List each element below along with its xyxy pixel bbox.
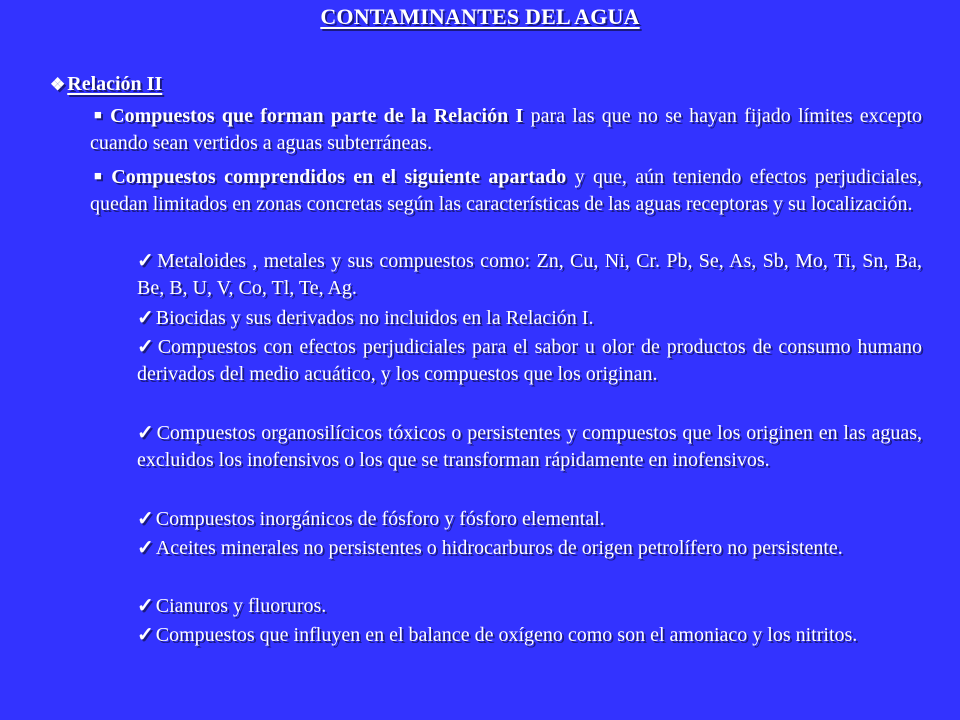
checkmark-icon: ✓ — [137, 508, 154, 530]
list-item — [137, 248, 922, 302]
list-item — [137, 420, 922, 474]
checkmark-icon: ✓ — [137, 336, 156, 358]
point-text: para las que no se hayan fijado límites excepto cuando sean vertidos a aguas subterráneas. — [90, 105, 922, 154]
checkmark-icon: ✓ — [137, 624, 154, 646]
checkmark-icon: ✓ — [137, 250, 156, 272]
diamond-bullet-icon: ❖ — [50, 75, 66, 94]
checkmark-icon: ✓ — [137, 307, 154, 329]
point-bold-text: Compuestos que forman parte de la Relación I — [110, 105, 524, 127]
list-item — [137, 593, 922, 620]
list-item — [90, 101, 922, 157]
subpoint-text: Compuestos inorgánicos de fósforo y fósforo elemental. — [155, 508, 605, 530]
point-text: y que, aún teniendo efectos perjudiciales, quedan limitados en zonas concretas según las características de las aguas receptoras y su localización. — [90, 166, 922, 215]
section-heading-text: Relación II — [67, 73, 163, 95]
point-bold-text: Compuestos comprendidos en el siguiente apartado — [111, 166, 567, 188]
list-item — [137, 334, 922, 388]
checkmark-icon: ✓ — [137, 422, 155, 444]
subpoint-text: Compuestos organosilícicos tóxicos o persistentes y compuestos que los originen en las aguas, excluidos los inofensivos o los que se transforman rápidamente en inofensivos. — [137, 422, 922, 471]
list-item — [137, 506, 922, 533]
section-heading — [50, 72, 162, 97]
subpoint-text: Aceites minerales no persistentes o hidrocarburos de origen petrolífero no persistente. — [155, 537, 843, 559]
slide-title: CONTAMINANTES DEL AGUA — [320, 4, 640, 29]
list-item — [137, 535, 922, 562]
list-item — [90, 162, 922, 218]
square-bullet-icon: ■ — [94, 107, 105, 122]
subpoint-text: Cianuros y fluoruros. — [155, 595, 327, 617]
subpoint-text: Compuestos con efectos perjudiciales para el sabor u olor de productos de consumo humano derivados del medio acuático, y los compuestos que los originan. — [137, 336, 922, 385]
checkmark-icon: ✓ — [137, 537, 154, 559]
list-item — [137, 622, 922, 649]
list-item — [137, 305, 922, 332]
subpoint-text: Compuestos que influyen en el balance de oxígeno como son el amoniaco y los nitritos. — [155, 624, 858, 646]
subpoint-text: Biocidas y sus derivados no incluidos en la Relación I. — [155, 307, 594, 329]
subpoint-text: Metaloides , metales y sus compuestos como: Zn, Cu, Ni, Cr. Pb, Se, As, Sb, Mo, Ti, Sn, Ba, Be, B, U, V, Co, Tl, Te, Ag. — [137, 250, 922, 299]
checkmark-icon: ✓ — [137, 595, 154, 617]
square-bullet-icon: ■ — [94, 168, 106, 183]
